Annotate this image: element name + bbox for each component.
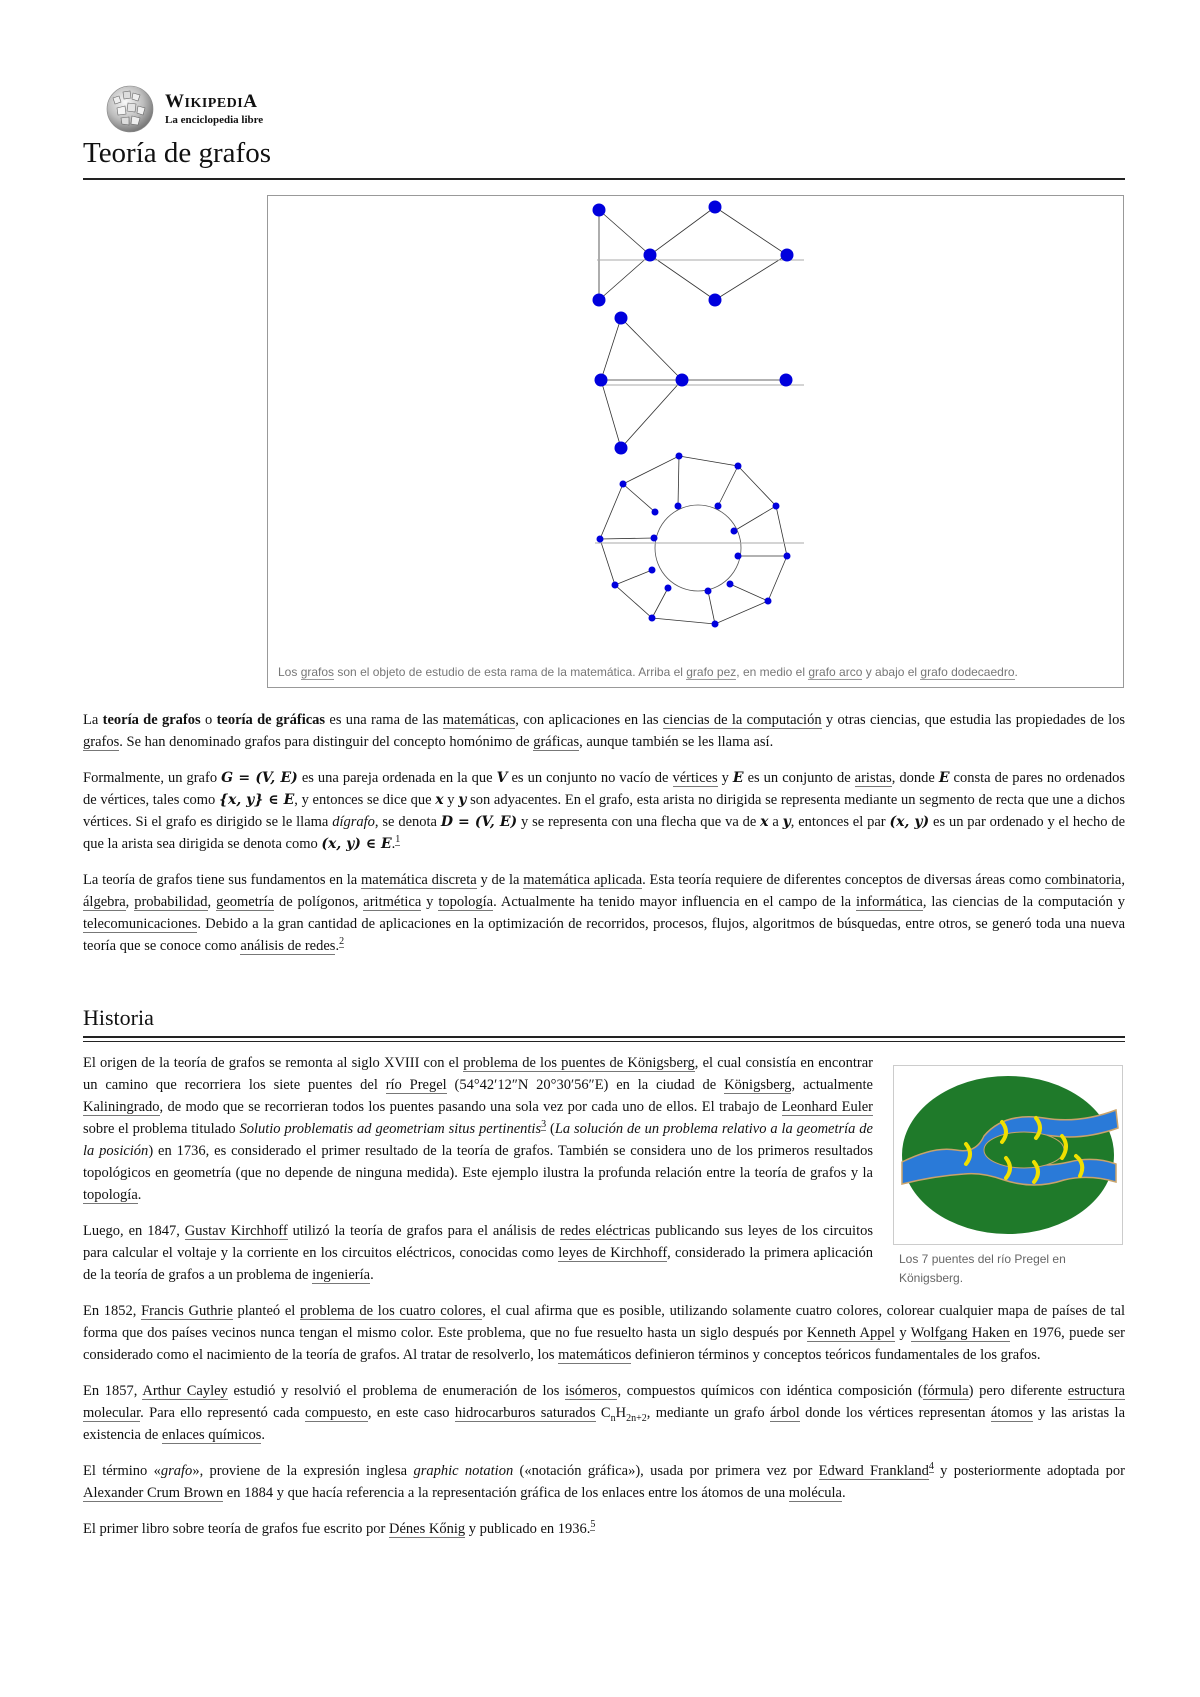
intro-paragraph-1: La teoría de grafos o teoría de gráficas es una rama de las matemáticas, con aplicaciones en las ciencias de la computación y otras ciencias, que estudia las propiedades de los grafos. Se han denominado grafos para distinguir del concepto homónimo de gráficas, aunque también se les llama así. <box>83 712 1125 750</box>
link-arbol[interactable]: árbol <box>770 1405 800 1421</box>
graph-vertex <box>644 249 657 262</box>
historia-paragraph-3: En 1852, Francis Guthrie planteó el problema de los cuatro colores, el cual afirma que es posible, utilizando solamente cuatro colores, colorear cualquier mapa de países de tal forma que dos países vecinos nunca tengan el mismo color. Este problema, que no fue resuelto hasta un siglo después por Kenneth Appel y Wolfgang Haken en 1976, puede ser considerado como el nacimiento de la teoría de grafos. Al tratar de resolverlo, los matemáticos definieron términos y conceptos teóricos fundamentales de los grafos. <box>83 1303 1126 1363</box>
graph-vertex <box>676 374 689 387</box>
konigsberg-caption: Los 7 puentes del río Pregel en Königsberg. <box>899 1252 1066 1285</box>
graph-vertex <box>709 201 722 214</box>
reference-3[interactable]: 3 <box>541 1119 547 1131</box>
link-matematica-discreta[interactable]: matemática discreta <box>361 872 477 888</box>
link-isomeros[interactable]: isómeros <box>565 1383 618 1399</box>
graph-nodes <box>593 201 794 628</box>
reference-5[interactable]: 5 <box>590 1519 596 1531</box>
reference-2[interactable]: 2 <box>339 936 345 948</box>
historia-paragraph-2: Luego, en 1847, Gustav Kirchhoff utilizó la teoría de grafos para el análisis de redes eléctricas publicando sus leyes de los circuitos para calcular el voltaje y la corriente en los circuitos eléctricos, conocidas como leyes de Kirchhoff, considerado la primera aplicación de la teoría de grafos a un problema de ingeniería. <box>83 1223 873 1283</box>
intro-section <box>83 709 1125 971</box>
link-topologia[interactable]: topología <box>438 894 494 910</box>
caption-link-grafo-arco[interactable]: grafo arco <box>808 665 863 679</box>
graph-vertex <box>665 585 672 592</box>
graph-vertex <box>709 294 722 307</box>
title-divider <box>83 178 1125 180</box>
link-kaliningrado[interactable]: Kaliningrado <box>83 1099 160 1115</box>
graph-vertex <box>731 528 738 535</box>
page-title: Teoría de grafos <box>83 137 271 169</box>
link-leyes-kirchhoff[interactable]: leyes de Kirchhoff <box>558 1245 668 1261</box>
link-konigsberg[interactable]: Königsberg <box>724 1077 792 1093</box>
dodecahedron-graph-edges <box>600 456 787 624</box>
link-matematicos[interactable]: matemáticos <box>558 1347 632 1363</box>
logo-tagline: La enciclopedia libre <box>165 113 264 126</box>
link-analisis-de-redes[interactable]: análisis de redes <box>240 938 336 954</box>
graph-vertex <box>593 204 606 217</box>
link-geometria[interactable]: geometría <box>216 894 275 910</box>
graph-vertex <box>615 312 628 325</box>
link-alexander-crum-brown[interactable]: Alexander Crum Brown <box>83 1485 224 1501</box>
historia-paragraph-5: El término «grafo», proviene de la expresión inglesa graphic notation («notación gráfica»), usada por primera vez por Edward Frankland$^4$ y posteriormente adoptada por Alexander Crum Brown en 1884 y que hacía referencia a la representación gráfica de los enlaces entre los átomos de una molécula. <box>83 1461 1125 1501</box>
graph-vertex <box>781 249 794 262</box>
link-edward-frankland[interactable]: Edward Frankland <box>818 1463 929 1479</box>
graph-vertex <box>615 442 628 455</box>
fish-graph-edges <box>599 207 787 300</box>
graph-vertex <box>597 536 604 543</box>
link-informatica[interactable]: informática <box>855 894 923 910</box>
graph-vertex <box>715 503 722 510</box>
historia-paragraph-6: El primer libro sobre teoría de grafos fue escrito por Dénes Kőnig y publicado en 1936.$^5$ <box>83 1519 596 1537</box>
reference-1[interactable]: 1 <box>395 834 401 846</box>
link-denes-konig[interactable]: Dénes Kőnig <box>389 1521 466 1537</box>
graph-vertex <box>593 294 606 307</box>
graph-vertex <box>649 567 656 574</box>
figure-caption: Los grafos son el objeto de estudio de esta rama de la matemática. Arriba el grafo pez, en medio el grafo arco y abajo el grafo dodecaedro. <box>278 665 1018 679</box>
caption-link-grafo-pez[interactable]: grafo pez <box>686 665 737 679</box>
graph-vertex <box>727 581 734 588</box>
link-puentes-konigsberg[interactable]: problema de los puentes de Königsberg <box>463 1055 695 1071</box>
link-gustav-kirchhoff[interactable]: Gustav Kirchhoff <box>184 1223 288 1239</box>
graphs-figure <box>267 195 1124 688</box>
link-aristas[interactable]: aristas <box>854 770 892 786</box>
link-molecula[interactable]: molécula <box>788 1485 842 1501</box>
link-graficas[interactable]: gráficas <box>533 734 580 750</box>
link-wolfgang-haken[interactable]: Wolfgang Haken <box>910 1325 1010 1341</box>
wikipedia-logo[interactable] <box>103 84 263 134</box>
section-heading-historia: Historia <box>83 1005 154 1030</box>
link-leonhard-euler[interactable]: Leonhard Euler <box>781 1099 873 1115</box>
link-matematica-aplicada[interactable]: matemática aplicada <box>523 872 643 888</box>
logo-wordmark: WIKIPEDIA <box>165 90 258 112</box>
graph-vertex <box>676 453 683 460</box>
link-vertices[interactable]: vértices <box>672 770 718 786</box>
graph-vertex <box>595 374 608 387</box>
graph-vertex <box>612 582 619 589</box>
link-aritmetica[interactable]: aritmética <box>363 894 422 910</box>
graph-vertex <box>780 374 793 387</box>
link-ingenieria[interactable]: ingeniería <box>312 1267 371 1283</box>
graph-vertex <box>773 503 780 510</box>
link-ciencias-computacion[interactable]: ciencias de la computación <box>662 712 822 728</box>
link-matematicas[interactable]: matemáticas <box>442 712 516 728</box>
link-grafos[interactable]: grafos <box>83 734 120 750</box>
link-francis-guthrie[interactable]: Francis Guthrie <box>141 1303 233 1319</box>
caption-link-grafos[interactable]: grafos <box>300 665 335 679</box>
graphs-illustration <box>268 196 1123 656</box>
link-cuatro-colores[interactable]: problema de los cuatro colores <box>299 1303 483 1319</box>
reference-4[interactable]: 4 <box>928 1461 934 1473</box>
link-redes-electricas[interactable]: redes eléctricas <box>559 1223 651 1239</box>
intro-paragraph-3: La teoría de grafos tiene sus fundamentos en la matemática discreta y de la matemática aplicada. Esta teoría requiere de diferentes conceptos de diversas áreas como combinatoria, álgebra, probabilidad, geometría de polígonos, aritmética y topología. Actualmente ha tenido mayor influencia en el campo de la informática, las ciencias de la computación y telecomunicaciones. Debido a la gran cantidad de aplicaciones en la optimización de recorridos, procesos, flujos, algoritmos de búsquedas, entre otros, se generó toda una nueva teoría que se conoce como análisis de redes.$^2$ <box>83 872 1126 954</box>
historia-section <box>83 1052 1125 1554</box>
link-algebra[interactable]: álgebra <box>83 894 126 910</box>
graph-vertex <box>765 598 772 605</box>
section-divider <box>83 1036 1125 1042</box>
arc-graph-edges <box>601 318 786 448</box>
graph-vertex <box>705 588 712 595</box>
wikipedia-globe-icon <box>103 84 157 134</box>
graph-vertex <box>652 509 659 516</box>
link-probabilidad[interactable]: probabilidad <box>134 894 208 910</box>
link-rio-pregel[interactable]: río Pregel <box>385 1077 447 1093</box>
intro-paragraph-2: Formalmente, un grafo G = (V, E) es una pareja ordenada en la que V es un conjunto no vacío de vértices y E es un conjunto de aristas, donde E consta de pares no ordenados de vértices, tales como {x, y} ∈ E, y entonces se dice que x y y son adyacentes. En el grafo, esta arista no dirigida se representa mediante un segmento de recta que une a dichos vértices. Si el grafo es dirigido se le llama dígrafo, se denota D = (V, E) y se representa con una flecha que va de x a y, entonces el par (x, y) es un par ordenado y el hecho de que la arista sea dirigida se denota como (x, y) ∈ E.$^1$ <box>83 770 1126 852</box>
link-combinatoria[interactable]: combinatoria <box>1044 872 1122 888</box>
historia-paragraph-1: El origen de la teoría de grafos se remonta al siglo XVIII con el problema de los puentes de Königsberg, el cual consistía en encontrar un camino que recorriera los siete puentes del río Pregel (54°42′12″N 20°30′56″E) en la ciudad de Königsberg, actualmente Kaliningrado, de modo que se recorrieran todos los puentes pasando una sola vez por cada uno de ellos. El trabajo de Leonhard Euler sobre el problema titulado Solutio problematis ad geometriam situs pertinentis$^3$ (La solución de un problema relativo a la geometría de la posición) en 1736, es considerado el primer resultado de la teoría de grafos. También se considera uno de los primeros resultados topológicos en geometría (que no depende de ninguna medida). Este ejemplo ilustra la profunda relación entre la teoría de grafos y la topología. <box>83 1055 873 1203</box>
link-telecomunicaciones[interactable]: telecomunicaciones <box>83 916 198 932</box>
graph-vertex <box>784 553 791 560</box>
graph-vertex <box>649 615 656 622</box>
link-estructura-molecular[interactable]: estructura molecular <box>83 1383 1125 1421</box>
graph-vertex <box>735 553 742 560</box>
link-arthur-cayley[interactable]: Arthur Cayley <box>142 1383 228 1399</box>
link-topologia-2[interactable]: topología <box>83 1187 138 1203</box>
link-compuesto[interactable]: compuesto <box>305 1405 368 1421</box>
graph-vertex <box>651 535 658 542</box>
graph-vertex <box>620 481 627 488</box>
link-kenneth-appel[interactable]: Kenneth Appel <box>806 1325 895 1341</box>
link-atomos[interactable]: átomos <box>990 1405 1033 1421</box>
caption-link-grafo-dodecaedro[interactable]: grafo dodecaedro <box>920 665 1015 679</box>
graph-vertex <box>735 463 742 470</box>
link-enlaces-quimicos[interactable]: enlaces químicos <box>161 1427 262 1443</box>
graph-vertex <box>712 621 719 628</box>
link-formula[interactable]: fórmula <box>922 1383 969 1399</box>
logo-text <box>165 92 263 126</box>
graph-vertex <box>675 503 682 510</box>
link-hidrocarburos-saturados[interactable]: hidrocarburos saturados <box>454 1405 596 1421</box>
historia-paragraph-4: En 1857, Arthur Cayley estudió y resolvió el problema de enumeración de los isómeros, compuestos químicos con idéntica composición (fórmula) pero diferente estructura molecular. Para ello representó cada compuesto, en este caso hidrocarburos saturados $C_nH_{2n+2}$, mediante un grafo árbol donde los vértices representan átomos y las aristas la existencia de enlaces químicos. <box>83 1383 1126 1443</box>
